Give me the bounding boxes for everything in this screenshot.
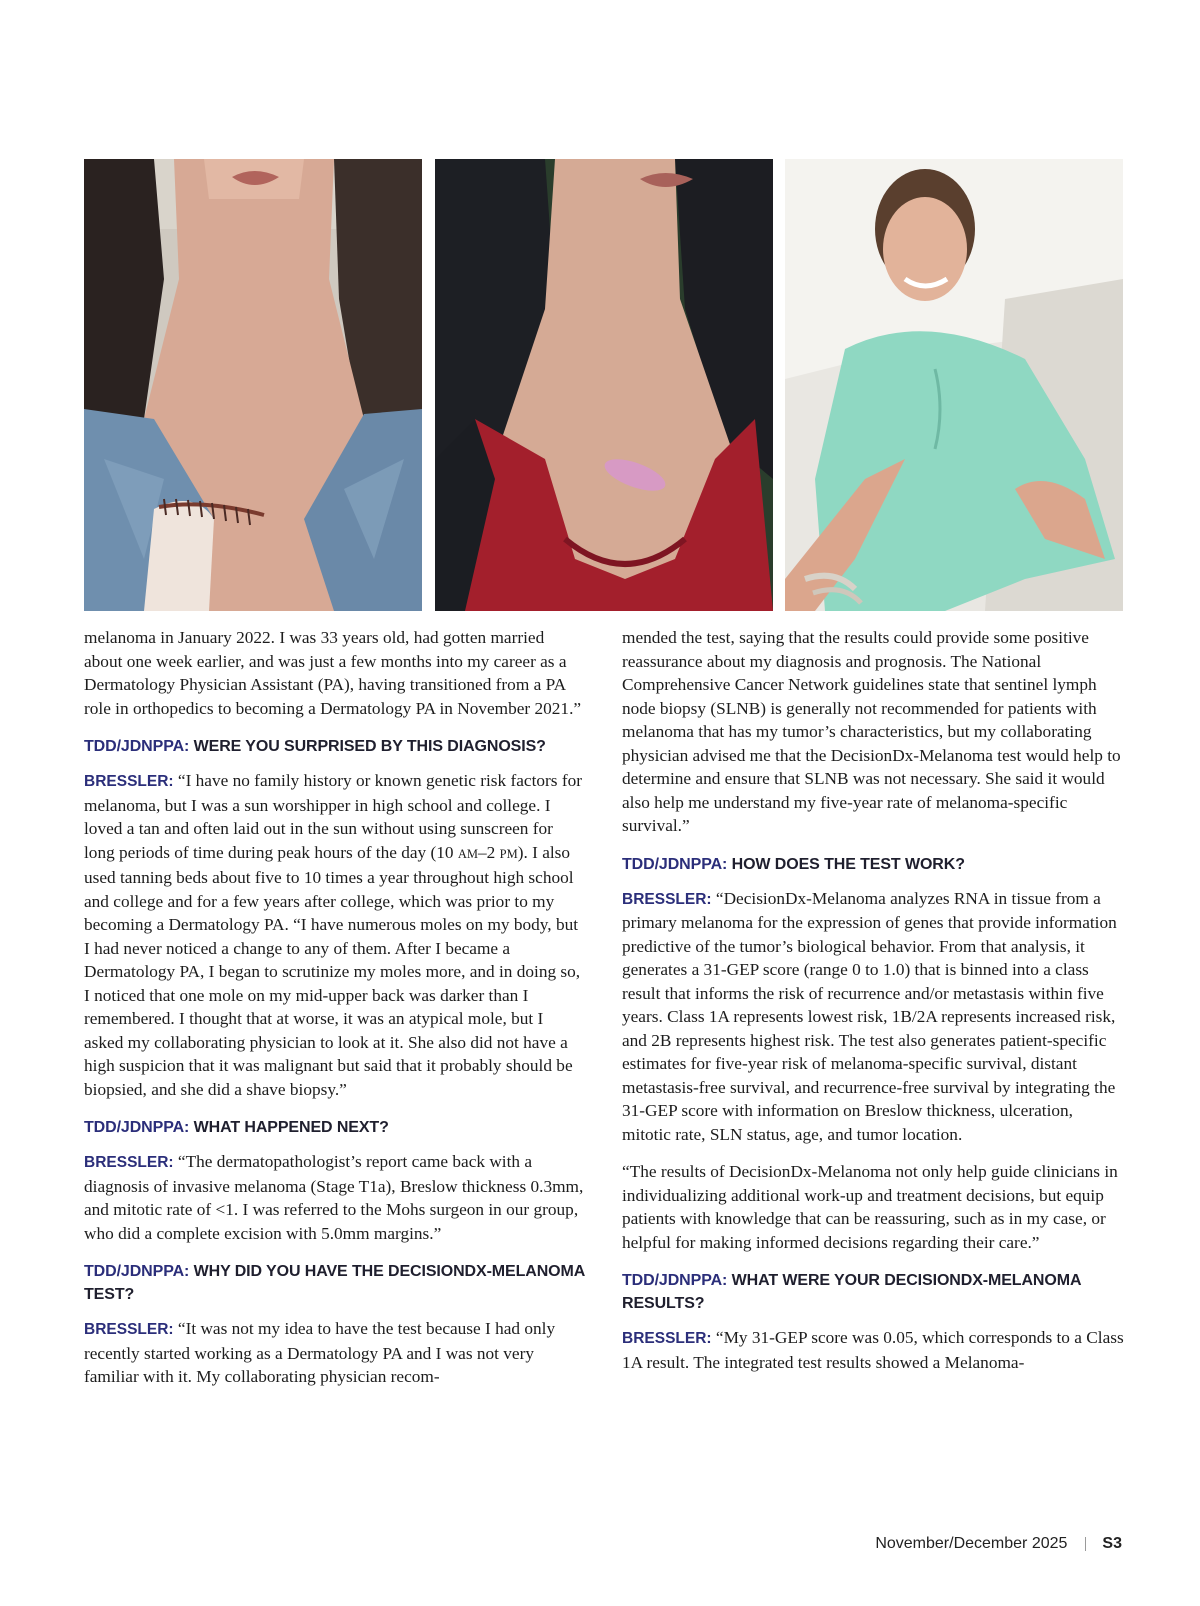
- answer-surprised: [84, 769, 586, 1101]
- speaker-label: BRESSLER:: [84, 773, 174, 790]
- answer-text-3: ). I also used tanning beds about five to 10 times a year throughout high school and college and for a few years after college, which was prior to my becoming a Dermatology PA. “I have numerous moles on my body, but I had never noticed a change to any of them. After I became a Dermatology PA, I began to scrutinize my moles more, and in doing so, I noticed that one mole on my mid-upper back was darker than I remembered. I thought that at worse, it was an atypical mole, but I asked my collaborating physician to look at it. She also did not have a high suspicion that it was malignant but said that it probably should be biopsied, and she did a shave biopsy.”: [84, 842, 581, 1099]
- question-tag: TDD/JDNPPA:: [84, 1263, 190, 1280]
- selfie-stitched-scar-photo: [84, 159, 422, 611]
- question-tag: TDD/JDNPPA:: [622, 1272, 728, 1289]
- answer-next: [84, 1150, 586, 1245]
- footer-divider: [1085, 1537, 1086, 1551]
- answer-text: “My 31-GEP score was 0.05, which corresponds to a Class 1A result. The integrated test results showed a Melanoma-: [622, 1328, 1124, 1372]
- question-next: [84, 1116, 586, 1139]
- answer-results: [622, 1326, 1124, 1374]
- intro-paragraph: melanoma in January 2022. I was 33 years old, had gotten married about one week earlier, and was just a few months into my career as a Dermatology Physician Assistant (PA), having transitioned from a PA role in orthopedics to becoming a Dermatology PA in November 2021.”: [84, 628, 582, 718]
- time-pm: PM: [499, 846, 518, 861]
- question-why-test: [84, 1260, 586, 1306]
- question-text: WHAT WERE YOUR DECISIONDX-MELANOMA RESULTS?: [622, 1272, 1081, 1312]
- continued-paragraph: mended the test, saying that the results could provide some positive reassurance about my diagnosis and prognosis. The National Comprehensive Cancer Network guidelines state that sentinel lymph node biopsy (SLNB) is generally not recommended for patients with melanoma that has my tumor’s characteristics, but my collaborating physician advised me that the DecisionDx-Melanoma test would help to determine and ensure that SLNB was not necessary. She said it would also help me understand my five-year rate of melanoma-specific survival.”: [622, 628, 1121, 835]
- photo-strip: [84, 159, 1123, 611]
- page-footer: [875, 1535, 1122, 1553]
- answer-text: “DecisionDx-Melanoma analyzes RNA in tissue from a primary melanoma for the expression of genes that provide information predictive of the tumor’s biological behavior. From that analysis, it generates a 31-GEP score (range 0 to 1.0) that is binned into a class result that informs the risk of recurrence and/or metastasis within five years. Class 1A represents lowest risk, 1B/2A represents increased risk, and 2B represents highest risk. The test also generates patient-specific estimates for five-year risk of melanoma-specific survival, distant metastasis-free survival, and recurrence-free survival by integrating the 31-GEP score with information on Breslow thickness, ulceration, mitotic rate, SLN status, age, and tumor location.: [622, 888, 1117, 1144]
- answer-text: “The dermatopathologist’s report came back with a diagnosis of invasive melanoma (Stage T1a), Breslow thickness 0.3mm, and mitotic rate of <1. I was referred to the Mohs surgeon in our group, who did a complete excision with 5.0mm margins.”: [84, 1152, 584, 1243]
- page-number: S3: [1102, 1535, 1122, 1552]
- answer-text-2: –2: [478, 842, 500, 862]
- speaker-label: BRESSLER:: [84, 1154, 174, 1171]
- selfie-healed-scar-photo: [435, 159, 773, 611]
- question-tag: TDD/JDNPPA:: [84, 738, 190, 755]
- time-am: AM: [457, 846, 479, 861]
- issue-date: November/December 2025: [875, 1535, 1068, 1552]
- answer-text: “It was not my idea to have the test because I had only recently started working as a Dermatology PA and I was not very familiar with it. My collaborating physician recom-: [84, 1319, 556, 1386]
- speaker-label: BRESSLER:: [622, 1330, 712, 1347]
- left-text-column: [84, 626, 586, 1389]
- question-text: WERE YOU SURPRISED BY THIS DIAGNOSIS?: [189, 738, 546, 755]
- question-results: [622, 1269, 1124, 1315]
- question-tag: TDD/JDNPPA:: [622, 855, 728, 873]
- hospital-gown-selfie-photo: [785, 159, 1123, 611]
- question-text: WHAT HAPPENED NEXT?: [189, 1119, 389, 1136]
- answer-how-test-works: [622, 887, 1124, 1147]
- question-tag: TDD/JDNPPA:: [84, 1119, 190, 1136]
- question-text: WHY DID YOU HAVE THE DECISIONDX-MELANOMA TEST?: [84, 1263, 585, 1303]
- speaker-label: BRESSLER:: [622, 890, 712, 908]
- right-text-column: [622, 626, 1124, 1374]
- answer-why-test: [84, 1317, 586, 1389]
- question-surprised: [84, 735, 586, 758]
- question-how-test-works: [622, 853, 1124, 876]
- answer-text-1: “I have no family history or known genetic risk factors for melanoma, but I was a sun worshipper in high school and college. I loved a tan and often laid out in the sun without using sunscreen for long periods of time during peak hours of the day (10: [84, 771, 582, 862]
- results-paragraph: “The results of DecisionDx-Melanoma not only help guide clinicians in individualizing additional work-up and treatment decisions, but equip patients with knowledge that can be reassuring, such as in my case, or helpful for making informed decisions regarding their care.”: [622, 1162, 1118, 1252]
- speaker-label: BRESSLER:: [84, 1321, 174, 1338]
- question-text: HOW DOES THE TEST WORK?: [727, 855, 965, 873]
